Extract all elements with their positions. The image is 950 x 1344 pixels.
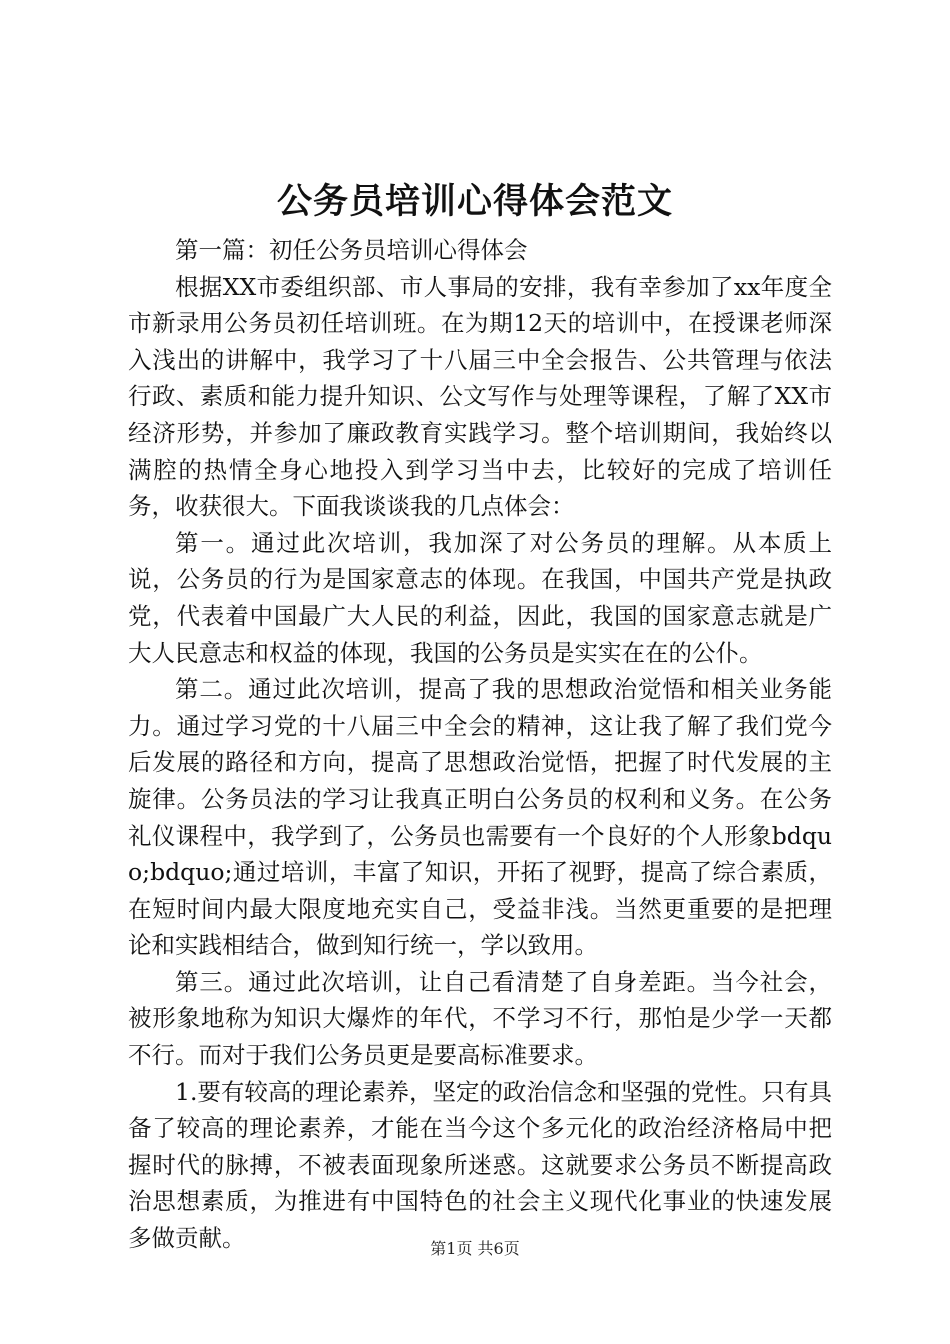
- body-paragraph-first: 第一。通过此次培训，我加深了对公务员的理解。从本质上说，公务员的行为是国家意志的体现。在我国，中国共产党是执政党，代表着中国最广大人民的利益，因此，我国的国家意志就是广大人民意志和权益的体现，我国的公务员是实实在在的公仆。: [128, 528, 832, 667]
- body-paragraph-intro: 根据XX市委组织部、市人事局的安排，我有幸参加了xx年度全市新录用公务员初任培训班。在为期12天的培训中，在授课老师深入浅出的讲解中，我学习了十八届三中全会报告、公共管理与依法行政、素质和能力提升知识、公文写作与处理等课程，了解了XX市经济形势，并参加了廉政教育实践学习。整个培训期间，我始终以满腔的热情全身心地投入到学习当中去，比较好的完成了培训任务，收获很大。下面我谈谈我的几点体会：: [128, 272, 832, 521]
- page-number-footer: 第1页 共6页: [430, 1239, 520, 1258]
- document-title: 公务员培训心得体会范文: [276, 182, 673, 222]
- body-paragraph-second: 第二。通过此次培训，提高了我的思想政治觉悟和相关业务能力。通过学习党的十八届三中全会的精神，这让我了解了我们党今后发展的路径和方向，提高了思想政治觉悟，把握了时代发展的主旋律。公务员法的学习让我真正明白公务员的权利和义务。在公务礼仪课程中，我学到了，公务员也需要有一个良好的个人形象bdquo;bdquo;通过培训，丰富了知识，开拓了视野，提高了综合素质，在短时间内最大限度地充实自己，受益非浅。当然更重要的是把理论和实践相结合，做到知行统一，学以致用。: [128, 675, 832, 960]
- section-heading: 第一篇：初任公务员培训心得体会: [175, 236, 528, 264]
- body-paragraph-third: 第三。通过此次培训，让自己看清楚了自身差距。当今社会，被形象地称为知识大爆炸的年代，不学习不行，那怕是少学一天都不行。而对于我们公务员更是要高标准要求。: [128, 967, 832, 1070]
- document-body: [128, 232, 832, 1257]
- body-paragraph-point-1: 1.要有较高的理论素养，坚定的政治信念和坚强的党性。只有具备了较高的理论素养，才能在当今这个多元化的政治经济格局中把握时代的脉搏，不被表面现象所迷惑。这就要求公务员不断提高政治思想素质，为推进有中国特色的社会主义现代化事业的快速发展多做贡献。: [128, 1077, 832, 1253]
